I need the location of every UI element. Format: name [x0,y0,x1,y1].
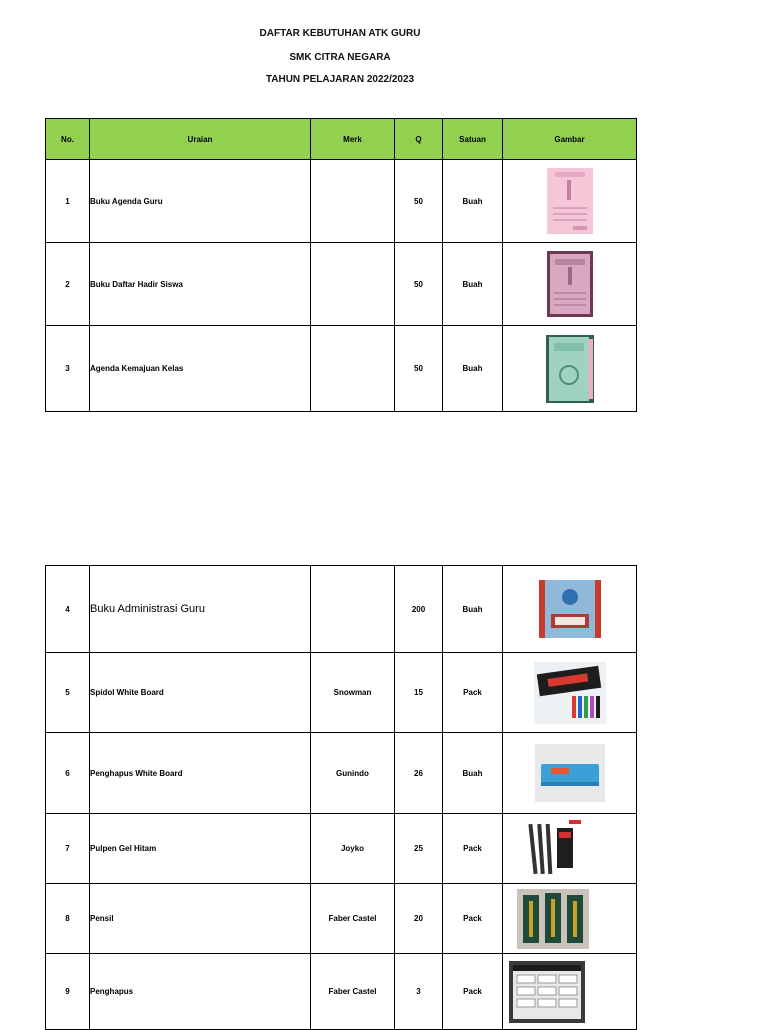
cell-q: 25 [395,814,443,884]
cell-gambar [503,326,637,412]
cell-merk [311,243,395,326]
whiteboard-marker-photo [534,662,606,724]
cell-q: 50 [395,160,443,243]
cell-uraian: Penghapus [90,954,311,1030]
table-row [46,954,637,1030]
cell-no: 5 [46,653,90,733]
cell-merk: Joyko [311,814,395,884]
cell-q: 26 [395,733,443,814]
cell-no: 7 [46,814,90,884]
green-agenda-book-photo [546,335,594,403]
cell-uraian: Buku Agenda Guru [90,160,311,243]
cell-gambar [503,243,637,326]
table-row [46,884,637,954]
pink-agenda-book-photo [547,168,593,234]
cell-satuan: Buah [443,733,503,814]
admin-book-photo [539,580,601,638]
cell-merk: Faber Castel [311,884,395,954]
atk-table-2 [45,565,637,1030]
cell-uraian: Buku Administrasi Guru [90,566,311,653]
cell-satuan: Pack [443,653,503,733]
cell-q: 15 [395,653,443,733]
cell-gambar [503,954,637,1030]
cell-gambar [503,160,637,243]
cell-q: 50 [395,243,443,326]
cell-q: 200 [395,566,443,653]
table-header-row [46,119,637,160]
cell-gambar [503,566,637,653]
cell-satuan: Pack [443,884,503,954]
cell-no: 2 [46,243,90,326]
cell-merk [311,160,395,243]
cell-merk: Faber Castel [311,954,395,1030]
cell-no: 1 [46,160,90,243]
cell-uraian: Spidol White Board [90,653,311,733]
school-name: SMK CITRA NEGARA [289,52,391,63]
table-row [46,326,637,412]
col-header-no: No. [46,119,90,160]
cell-no: 8 [46,884,90,954]
cell-no: 6 [46,733,90,814]
table-row [46,566,637,653]
table-row [46,243,637,326]
table-row [46,814,637,884]
table-row [46,733,637,814]
cell-gambar [503,653,637,733]
academic-year: TAHUN PELAJARAN 2022/2023 [265,74,415,85]
table-row [46,653,637,733]
cell-satuan: Buah [443,243,503,326]
cell-satuan: Buah [443,160,503,243]
col-header-q: Q [395,119,443,160]
whiteboard-eraser-photo [535,744,605,802]
cell-gambar [503,884,637,954]
cell-satuan: Pack [443,954,503,1030]
cell-q: 3 [395,954,443,1030]
cell-merk [311,326,395,412]
cell-uraian: Agenda Kemajuan Kelas [90,326,311,412]
table-row [46,160,637,243]
cell-uraian: Penghapus White Board [90,733,311,814]
cell-gambar [503,814,637,884]
gel-pen-photo [525,818,585,880]
eraser-box-photo [509,961,585,1023]
pencil-pack-photo [517,889,589,949]
atk-table-1 [45,118,637,412]
cell-satuan: Pack [443,814,503,884]
cell-merk: Gunindo [311,733,395,814]
document-title: DAFTAR KEBUTUHAN ATK GURU [259,28,421,39]
col-header-merk: Merk [311,119,395,160]
cell-uraian: Pulpen Gel Hitam [90,814,311,884]
cell-uraian: Pensil [90,884,311,954]
col-header-satuan: Satuan [443,119,503,160]
cell-merk: Snowman [311,653,395,733]
col-header-uraian: Uraian [90,119,311,160]
cell-merk [311,566,395,653]
cell-satuan: Buah [443,326,503,412]
cell-gambar [503,733,637,814]
cell-no: 3 [46,326,90,412]
cell-no: 4 [46,566,90,653]
col-header-gambar: Gambar [503,119,637,160]
cell-q: 20 [395,884,443,954]
cell-satuan: Buah [443,566,503,653]
attendance-book-photo [547,251,593,317]
cell-q: 50 [395,326,443,412]
cell-uraian: Buku Daftar Hadir Siswa [90,243,311,326]
cell-no: 9 [46,954,90,1030]
